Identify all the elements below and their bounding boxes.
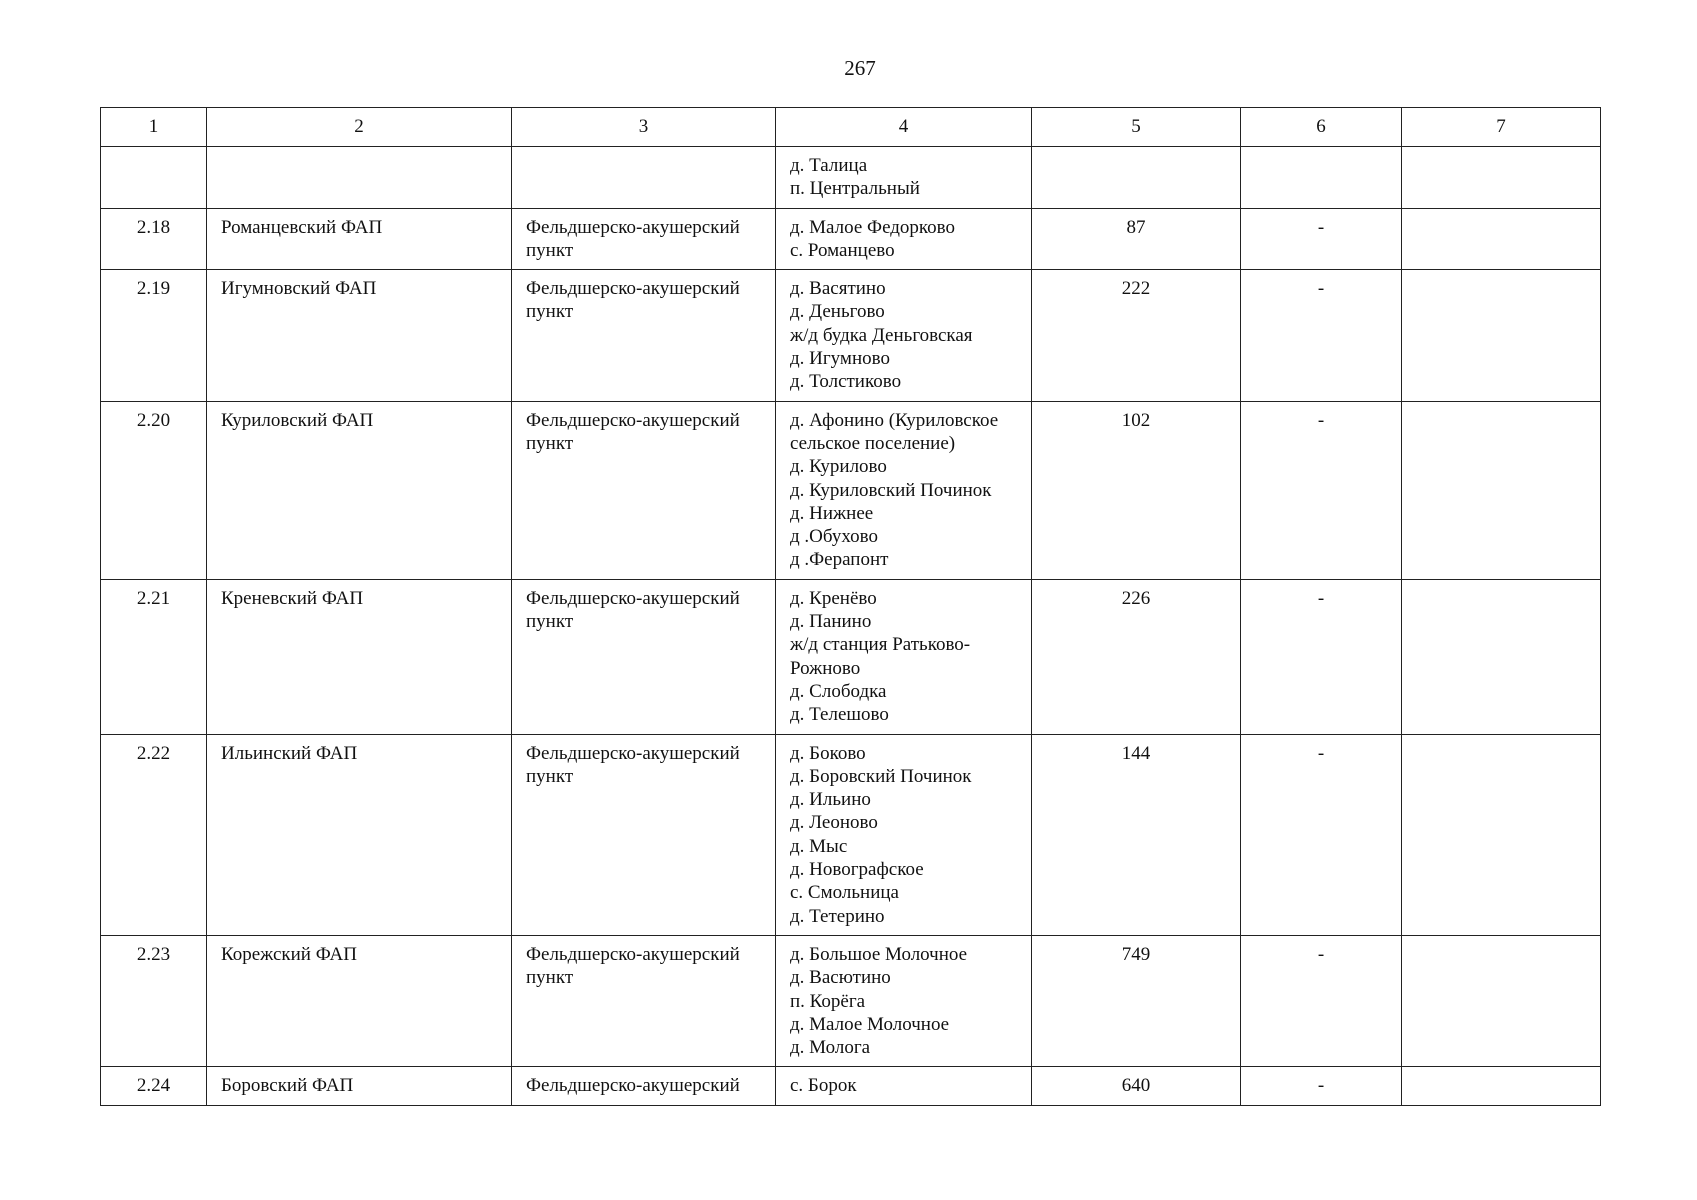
column-header-2: 2 xyxy=(207,108,512,147)
column-header-5: 5 xyxy=(1032,108,1241,147)
settlements-list-line: ж/д станция Ратьково- xyxy=(790,634,971,656)
column-6-value: - xyxy=(1241,1067,1402,1105)
column-7-value xyxy=(1402,579,1601,734)
facility-name: Ильинский ФАП xyxy=(207,734,512,935)
settlements-list-line: с. Борок xyxy=(790,1075,857,1097)
table-body xyxy=(101,147,1601,1106)
table-row xyxy=(101,734,1601,935)
row-number xyxy=(101,147,207,209)
settlements-list-line: д. Молога xyxy=(790,1037,871,1059)
column-7-value xyxy=(1402,734,1601,935)
column-6-value: - xyxy=(1241,734,1402,935)
settlements-list-line: с. Смольница xyxy=(790,882,899,904)
population-value: 222 xyxy=(1032,270,1241,401)
facility-type-line: Фельдшерско-акушерский xyxy=(526,587,740,609)
settlements-list-line: д. Мыс xyxy=(790,835,848,857)
table-row xyxy=(101,1067,1601,1105)
settlements-list-line: п. Корёга xyxy=(790,990,866,1012)
settlements-list-line: д. Игумново xyxy=(790,348,890,370)
facility-name: Игумновский ФАП xyxy=(207,270,512,401)
column-7-value xyxy=(1402,401,1601,579)
facility-type xyxy=(512,270,776,401)
settlements-list-line: д .Ферапонт xyxy=(790,549,889,571)
row-number: 2.19 xyxy=(101,270,207,401)
facility-type xyxy=(512,1067,776,1105)
population-value: 102 xyxy=(1032,401,1241,579)
row-number: 2.23 xyxy=(101,935,207,1066)
settlements-list-line: д. Талица xyxy=(790,155,868,176)
settlements-list-line: д. Боровский Починок xyxy=(790,765,972,787)
settlements-list xyxy=(776,734,1032,935)
settlements-list-line: д .Обухово xyxy=(790,526,878,548)
population-value: 87 xyxy=(1032,208,1241,270)
settlements-list xyxy=(776,401,1032,579)
row-number: 2.21 xyxy=(101,579,207,734)
settlements-list-line: д. Куриловский Починок xyxy=(790,479,992,501)
population-value: 226 xyxy=(1032,579,1241,734)
settlements-list-line: п. Центральный xyxy=(790,178,920,200)
table-row xyxy=(101,147,1601,209)
settlements-list xyxy=(776,147,1032,209)
settlements-list-line: д. Афонино (Куриловское xyxy=(790,409,999,431)
column-6-value: - xyxy=(1241,935,1402,1066)
column-7-value xyxy=(1402,270,1601,401)
settlements-list-line: с. Романцево xyxy=(790,239,895,261)
settlements-list-line: Рожново xyxy=(790,657,861,679)
row-number: 2.20 xyxy=(101,401,207,579)
settlements-list-line: д. Новографское xyxy=(790,859,924,881)
row-number: 2.22 xyxy=(101,734,207,935)
column-header-1: 1 xyxy=(101,108,207,147)
column-header-3: 3 xyxy=(512,108,776,147)
settlements-list-line: д. Толстиково xyxy=(790,371,902,393)
facility-type-line: пункт xyxy=(526,432,574,454)
facility-type xyxy=(512,147,776,209)
column-7-value xyxy=(1402,1067,1601,1105)
column-6-value xyxy=(1241,147,1402,209)
facility-type xyxy=(512,734,776,935)
facility-type xyxy=(512,935,776,1066)
facility-name: Боровский ФАП xyxy=(207,1067,512,1105)
column-7-value xyxy=(1402,147,1601,209)
settlements-list-line: д. Панино xyxy=(790,611,872,633)
facility-type-line: Фельдшерско-акушерский xyxy=(526,943,740,965)
settlements-list-line: д. Нижнее xyxy=(790,502,874,524)
facility-type-line: пункт xyxy=(526,611,574,633)
column-6-value: - xyxy=(1241,208,1402,270)
column-6-value: - xyxy=(1241,401,1402,579)
facilities-table xyxy=(100,107,1601,1106)
facility-type-line: Фельдшерско-акушерский xyxy=(526,216,740,238)
facility-type-line: Фельдшерско-акушерский xyxy=(526,278,740,300)
column-7-value xyxy=(1402,935,1601,1066)
table-row xyxy=(101,208,1601,270)
facility-type xyxy=(512,401,776,579)
page-number: 267 xyxy=(844,56,876,80)
settlements-list-line: д. Васятино xyxy=(790,278,886,300)
settlements-list-line: д. Телешово xyxy=(790,704,889,726)
settlements-list-line: сельское поселение) xyxy=(790,432,956,454)
settlements-list xyxy=(776,935,1032,1066)
facility-type-line: пункт xyxy=(526,239,574,261)
facility-type xyxy=(512,579,776,734)
column-header-6: 6 xyxy=(1241,108,1402,147)
settlements-list-line: д. Кренёво xyxy=(790,587,877,609)
facility-type xyxy=(512,208,776,270)
settlements-list-line: д. Малое Молочное xyxy=(790,1013,950,1035)
column-6-value: - xyxy=(1241,579,1402,734)
settlements-list-line: д. Курилово xyxy=(790,456,887,478)
facility-type-line: пункт xyxy=(526,967,574,989)
facility-type-line: Фельдшерско-акушерский xyxy=(526,409,740,431)
row-number: 2.18 xyxy=(101,208,207,270)
facility-name: Корежский ФАП xyxy=(207,935,512,1066)
column-6-value: - xyxy=(1241,270,1402,401)
table-row xyxy=(101,401,1601,579)
table-row xyxy=(101,935,1601,1066)
facility-type-line: Фельдшерско-акушерский xyxy=(526,742,740,764)
settlements-list-line: д. Тетерино xyxy=(790,905,885,927)
facility-type-line: пункт xyxy=(526,765,574,787)
facility-name xyxy=(207,147,512,209)
settlements-list-line: д. Малое Федорково xyxy=(790,216,956,238)
settlements-list xyxy=(776,270,1032,401)
settlements-list-line: д. Ильино xyxy=(790,789,871,811)
settlements-list-line: д. Боково xyxy=(790,742,866,764)
facility-type-line: пункт xyxy=(526,301,574,323)
population-value: 144 xyxy=(1032,734,1241,935)
facility-type-line: Фельдшерско-акушерский xyxy=(526,1075,740,1097)
settlements-list xyxy=(776,1067,1032,1105)
header-row xyxy=(101,108,1601,147)
settlements-list-line: д. Большое Молочное xyxy=(790,943,968,965)
column-header-4: 4 xyxy=(776,108,1032,147)
population-value: 749 xyxy=(1032,935,1241,1066)
population-value: 640 xyxy=(1032,1067,1241,1105)
facility-name: Куриловский ФАП xyxy=(207,401,512,579)
table-row xyxy=(101,579,1601,734)
table-row xyxy=(101,270,1601,401)
settlements-list-line: д. Деньгово xyxy=(790,301,885,323)
settlements-list-line: д. Слободка xyxy=(790,680,887,702)
column-7-value xyxy=(1402,208,1601,270)
settlements-list-line: д. Леоново xyxy=(790,812,878,834)
settlements-list xyxy=(776,208,1032,270)
settlements-list-line: д. Васютино xyxy=(790,967,891,989)
facility-name: Креневский ФАП xyxy=(207,579,512,734)
population-value xyxy=(1032,147,1241,209)
column-header-7: 7 xyxy=(1402,108,1601,147)
row-number: 2.24 xyxy=(101,1067,207,1105)
settlements-list xyxy=(776,579,1032,734)
facility-name: Романцевский ФАП xyxy=(207,208,512,270)
settlements-list-line: ж/д будка Деньговская xyxy=(790,324,973,346)
